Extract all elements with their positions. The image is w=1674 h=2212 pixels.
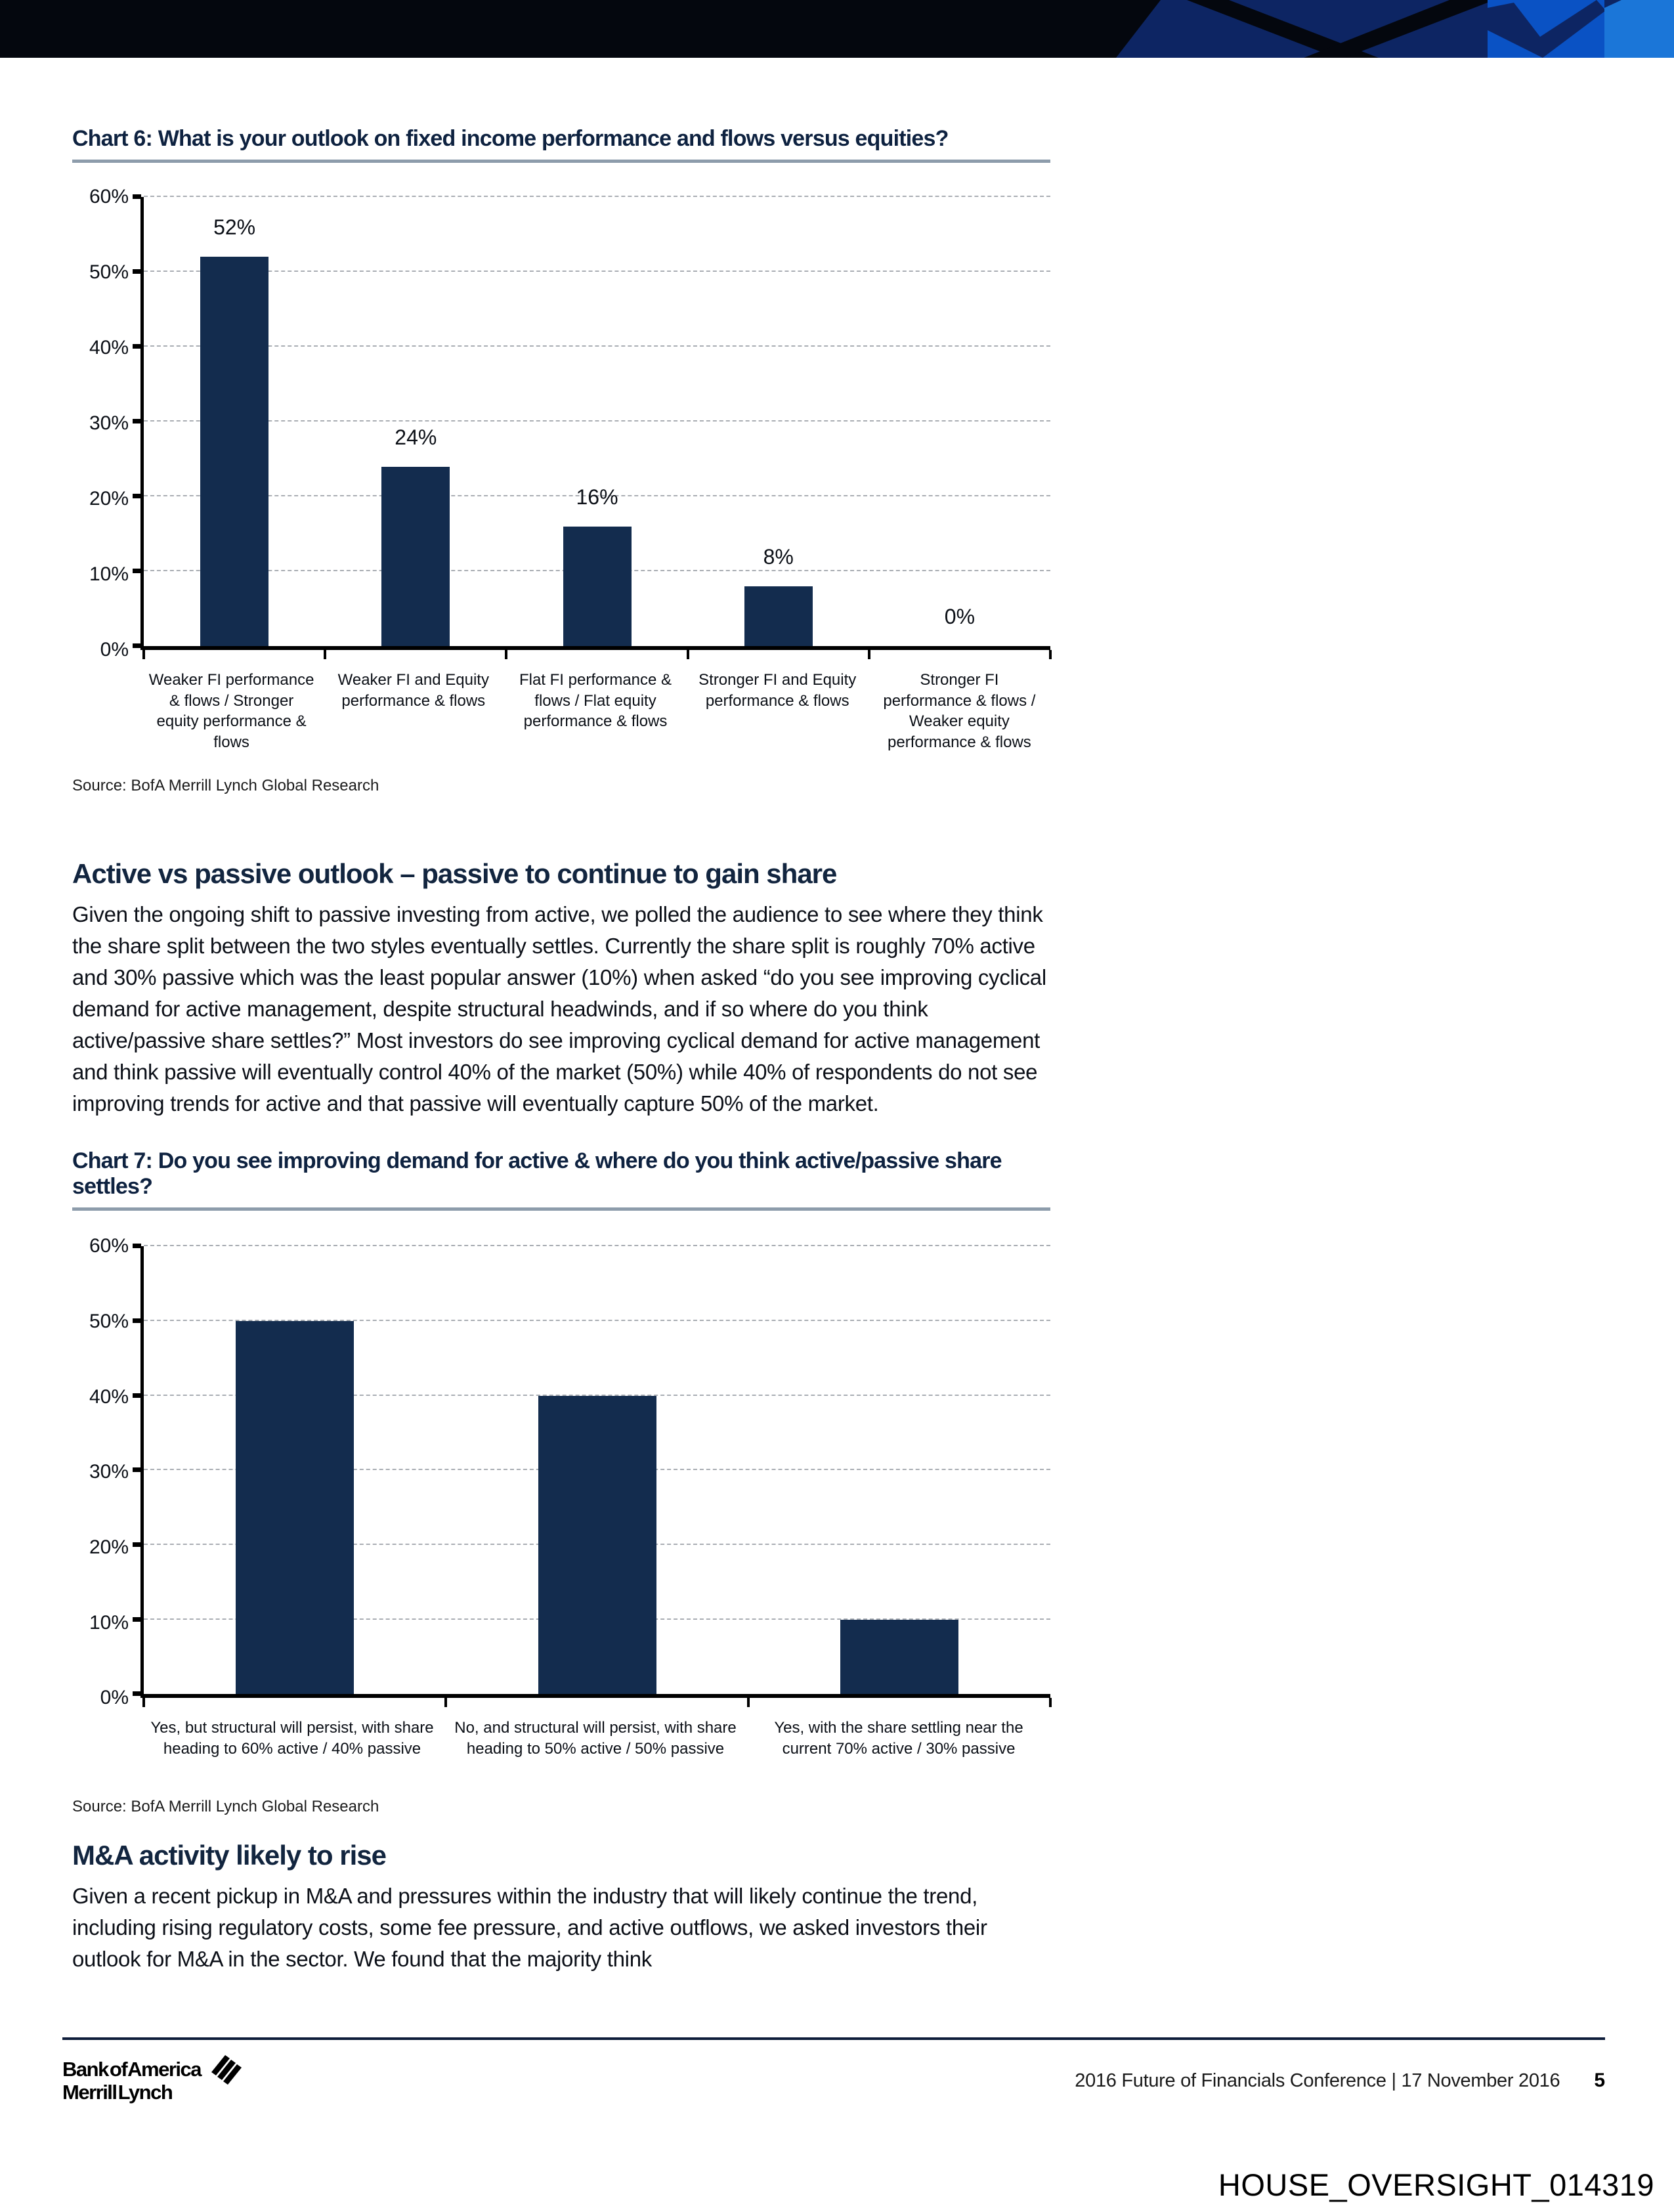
x-tick-mark: [1049, 650, 1052, 659]
bar-2: [381, 467, 450, 647]
bar-1: [200, 257, 268, 646]
bar-value-label: 24%: [395, 425, 437, 449]
y-tick-label: 60%: [89, 186, 129, 208]
x-tick-mark: [142, 1698, 145, 1707]
chart6-source: Source: BofA Merrill Lynch Global Research: [72, 776, 379, 794]
top-banner: [0, 0, 1674, 58]
x-category-label: No, and structural will persist, with share heading to 50% active / 50% passive: [454, 1719, 737, 1758]
active-vs-passive-paragraph: Given the ongoing shift to passive investing from active, we polled the audience to see where they think the share split between the two styles eventually settles. Currently the share split is roughly 70% active and 30% passive which was the least popular answer (10%) when asked “do you see improving cyclical demand for active management, despite structural headwinds, and if so where do you think active/passive share settles?” Most investors do see improving cyclical demand for active management and think passive will eventually control 40% of the market (50%) while 40% of respondents do not see improving trends for active and that passive will eventually capture 50% of the market.: [72, 902, 1046, 1116]
y-tick-mark: [133, 1318, 141, 1323]
x-category-label: Yes, with the share settling near the current 70% active / 30% passive: [774, 1719, 1023, 1758]
chart6-plot-area: [140, 197, 1050, 650]
y-tick-mark: [133, 1393, 141, 1398]
y-tick-mark: [133, 494, 141, 498]
conference-info: 2016 Future of Financials Conference | 17 November 2016: [1075, 2070, 1560, 2091]
y-tick-label: 10%: [89, 1611, 129, 1634]
chart7-source: Source: BofA Merrill Lynch Global Research: [72, 1797, 379, 1815]
chart6: [72, 126, 1050, 795]
y-tick-label: 30%: [89, 412, 129, 435]
x-tick-mark: [505, 650, 507, 659]
bofa-flag-icon: [207, 2054, 244, 2090]
chart7-title: Chart 7: Do you see improving demand for active & where do you think active/passive share settles?: [72, 1148, 1050, 1211]
bar-value-label: 16%: [576, 485, 618, 509]
y-tick-mark: [133, 1617, 141, 1622]
y-tick-label: 0%: [100, 1687, 129, 1709]
bar-4: [744, 586, 813, 646]
y-tick-label: 60%: [89, 1235, 129, 1257]
y-tick-label: 40%: [89, 1385, 129, 1408]
x-tick-mark: [747, 1698, 750, 1707]
y-tick-label: 50%: [89, 261, 129, 284]
section-heading-ma-activity: M&A activity likely to rise: [72, 1839, 386, 1871]
chart6-y-axis: [72, 186, 140, 661]
y-tick-label: 20%: [89, 1536, 129, 1558]
x-category-label: Stronger FI performance & flows / Weaker equity performance & flows: [883, 671, 1036, 752]
y-tick-mark: [133, 269, 141, 274]
page-number: 5: [1594, 2070, 1605, 2091]
y-tick-label: 50%: [89, 1310, 129, 1332]
gridline: [144, 420, 1050, 422]
x-tick-mark: [444, 1698, 447, 1707]
footer-divider: [62, 2037, 1605, 2040]
section-heading-active-vs-passive: Active vs passive outlook – passive to continue to gain share: [72, 857, 837, 889]
bofa-logo-text: [62, 2058, 201, 2104]
y-tick-mark: [133, 419, 141, 423]
x-category-label: Yes, but structural will persist, with share heading to 60% active / 40% passive: [150, 1719, 434, 1758]
bar-value-label: 52%: [213, 215, 256, 240]
bar-3: [563, 527, 632, 646]
y-tick-label: 30%: [89, 1461, 129, 1483]
bofa-merrill-lynch-logo: [62, 2058, 244, 2104]
bar-3: [840, 1620, 958, 1695]
x-category-label: Flat FI performance & flows / Flat equity performance & flows: [519, 671, 672, 731]
page-content: [72, 58, 1050, 1975]
y-tick-mark: [133, 643, 141, 648]
bar-1: [236, 1321, 354, 1694]
chart7-body: [72, 1235, 1050, 1709]
gridline: [144, 1245, 1050, 1246]
chart7-x-axis-labels: [140, 1698, 1050, 1759]
y-tick-mark: [133, 1467, 141, 1472]
house-oversight-watermark: HOUSE_OVERSIGHT_014319: [1218, 2167, 1654, 2202]
bar-value-label: 8%: [763, 544, 794, 569]
y-tick-label: 0%: [100, 639, 129, 661]
y-tick-mark: [133, 569, 141, 573]
chart6-x-axis-labels: [140, 650, 1050, 753]
bofa-logo-line1: Bank of America: [62, 2058, 201, 2081]
y-tick-mark: [133, 1244, 141, 1248]
chart6-body: [72, 186, 1050, 661]
y-tick-label: 40%: [89, 337, 129, 359]
ma-activity-paragraph: Given a recent pickup in M&A and pressures within the industry that will likely continue the trend, including rising regulatory costs, some fee pressure, and active outflows, we asked investors their outlook for M&A in the sector. We found that the majority think: [72, 1883, 987, 1971]
y-tick-mark: [133, 344, 141, 349]
bar-value-label: 0%: [944, 605, 976, 629]
chart6-title: Chart 6: What is your outlook on fixed income performance and flows versus equities?: [72, 126, 1050, 163]
y-tick-mark: [133, 1542, 141, 1547]
gridline: [144, 196, 1050, 197]
x-category-label: Stronger FI and Equity performance & flows: [698, 671, 857, 710]
x-tick-mark: [687, 650, 689, 659]
gridline: [144, 345, 1050, 347]
bofa-logo-line2: Merrill Lynch: [62, 2081, 173, 2104]
y-tick-label: 10%: [89, 563, 129, 586]
chart7-plot-area: [140, 1246, 1050, 1698]
chart7: [72, 1148, 1050, 1816]
footer-right: [1075, 2070, 1605, 2092]
gridline: [144, 271, 1050, 272]
chart7-y-axis: [72, 1235, 140, 1709]
x-category-label: Weaker FI performance & flows / Stronger equity performance & flows: [148, 671, 314, 752]
bar-2: [538, 1396, 656, 1695]
x-tick-mark: [1049, 1698, 1052, 1707]
y-tick-mark: [133, 194, 141, 199]
y-tick-label: 20%: [89, 488, 129, 510]
x-tick-mark: [142, 650, 145, 659]
y-tick-mark: [133, 1691, 141, 1696]
x-tick-mark: [324, 650, 326, 659]
x-category-label: Weaker FI and Equity performance & flows: [337, 671, 489, 710]
x-tick-mark: [868, 650, 870, 659]
banner-graphic: [0, 0, 1674, 58]
